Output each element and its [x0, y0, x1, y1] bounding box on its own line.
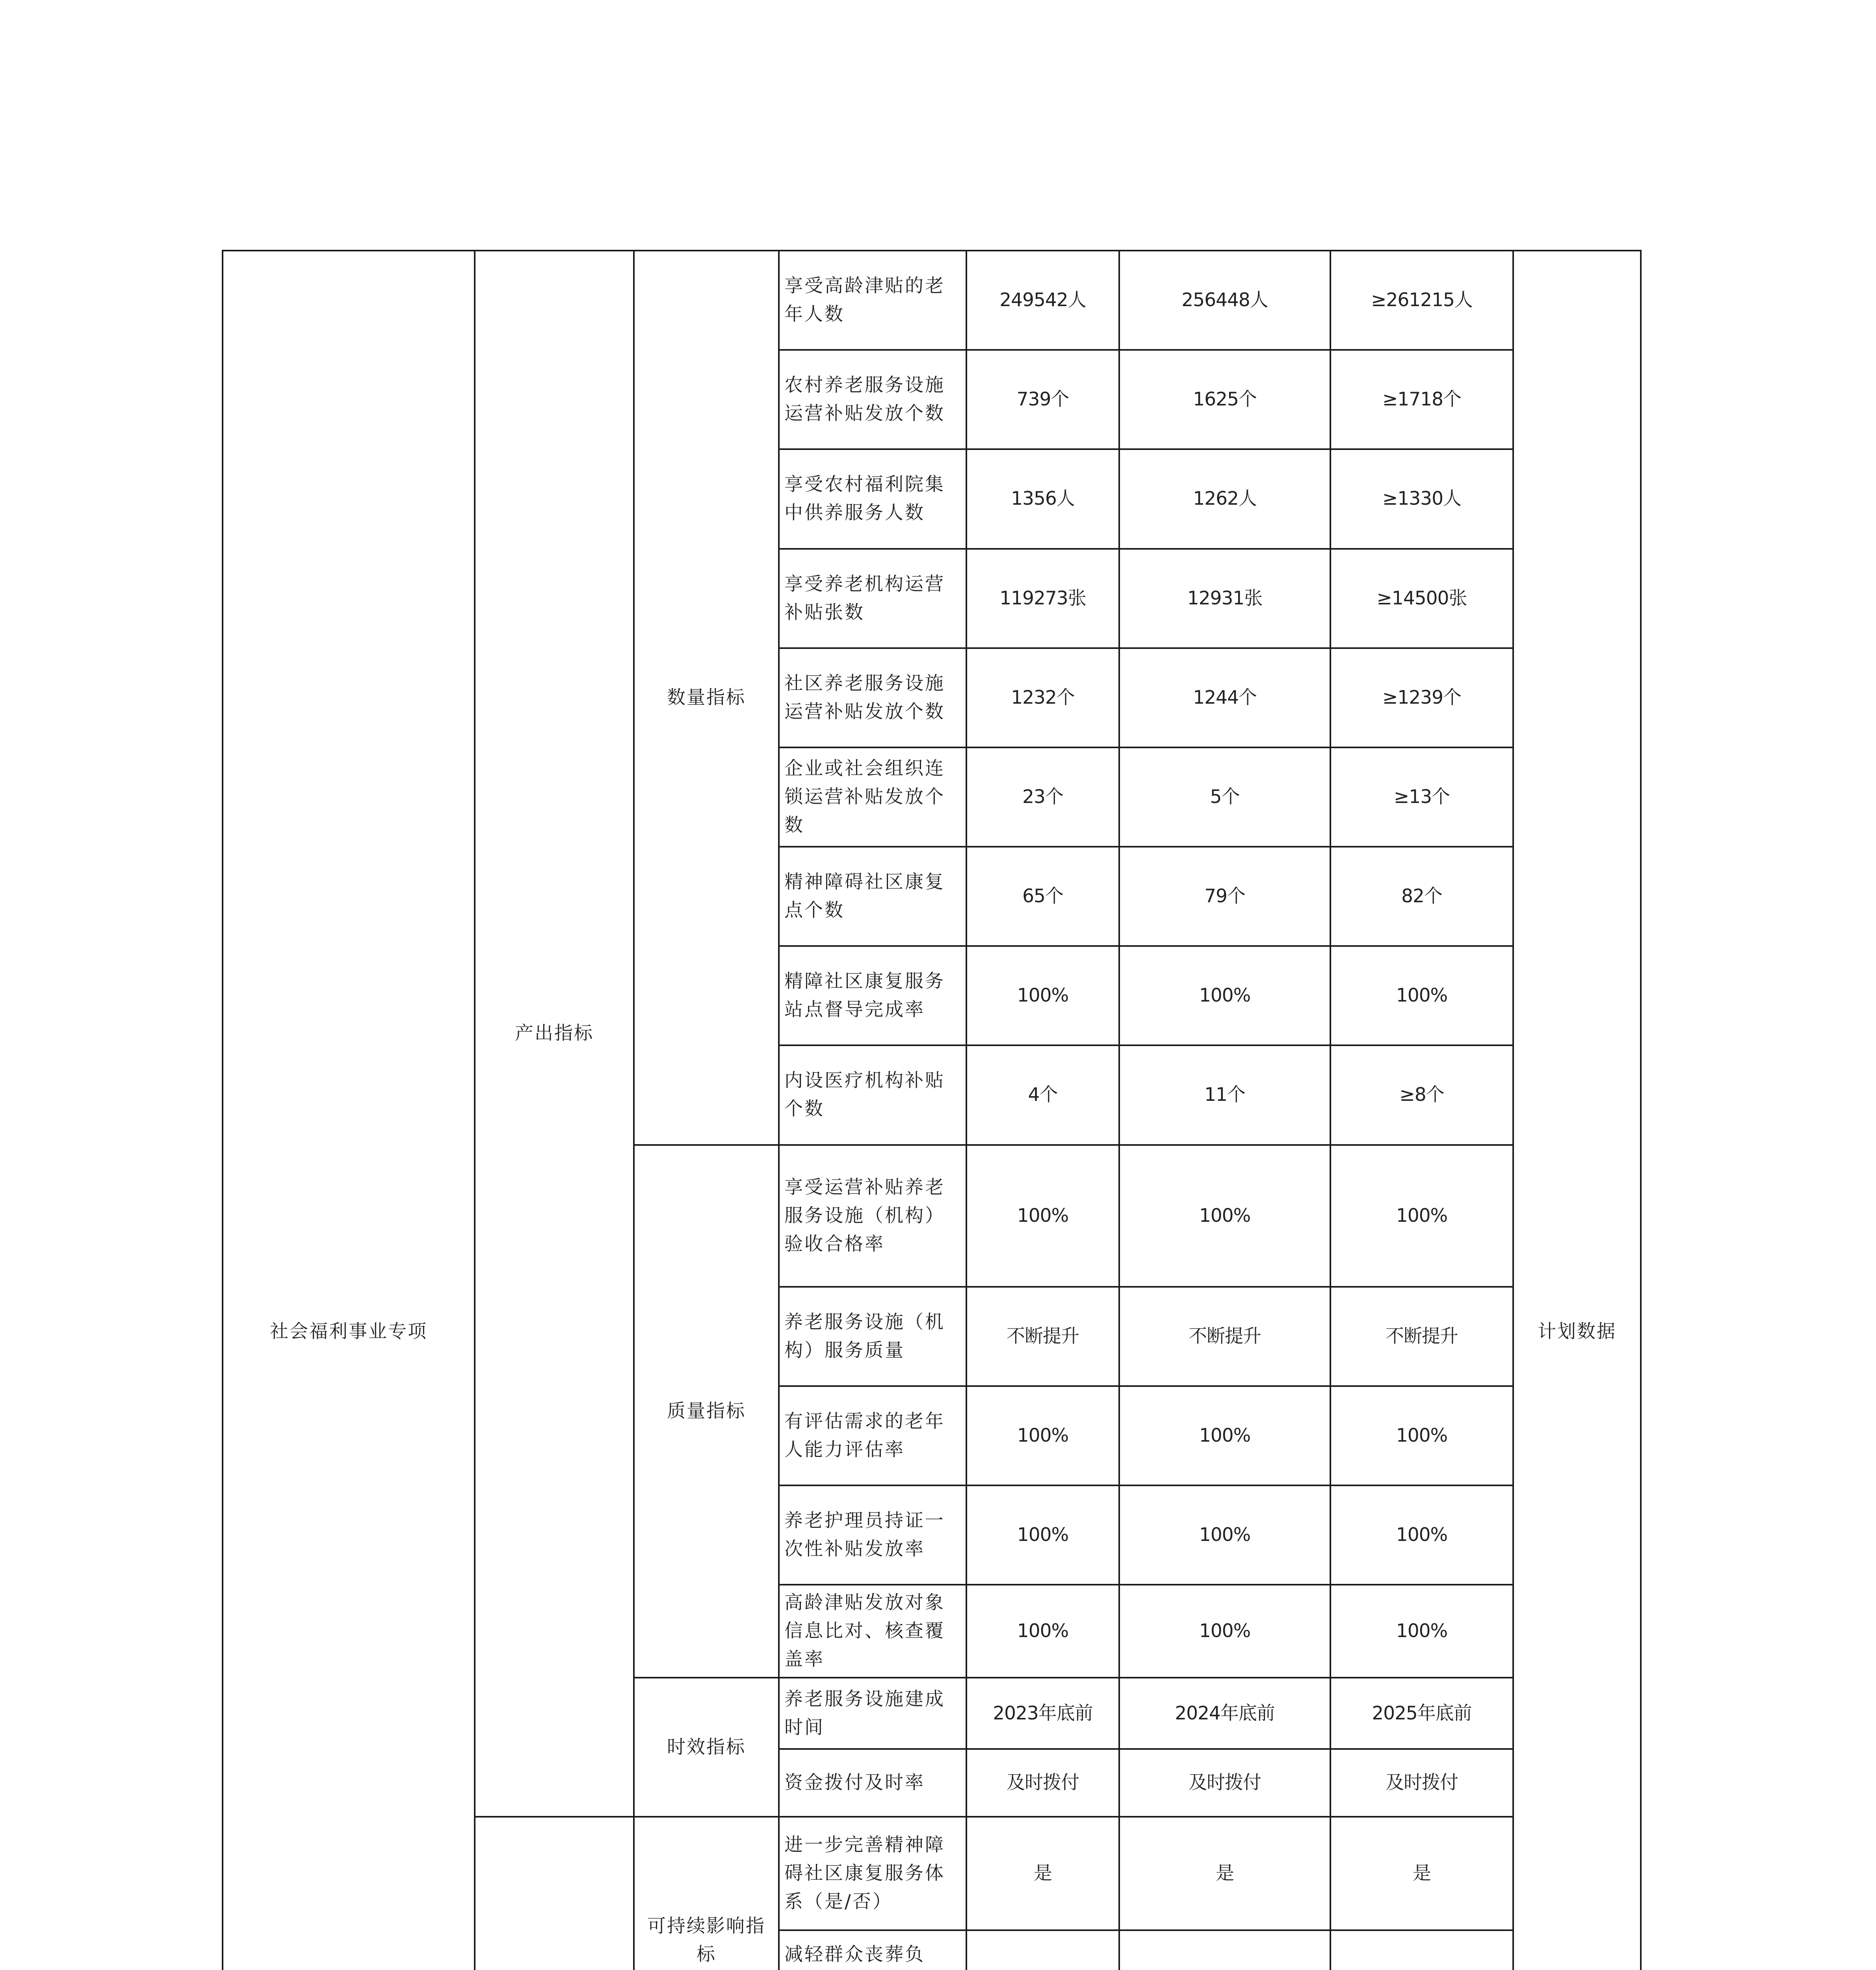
value-cell-col3: ≥13个 [1330, 747, 1513, 847]
level2-indicator-cell: 时效指标 [634, 1678, 779, 1816]
value-cell-col2: 79个 [1119, 847, 1330, 946]
value-cell-col2: 100% [1119, 946, 1330, 1045]
value-cell-col1 [966, 1930, 1119, 1970]
indicator-name-cell: 农村养老服务设施运营补贴发放个数 [779, 350, 966, 449]
value-cell-col3: 100% [1330, 1585, 1513, 1678]
value-cell-col3: 2025年底前 [1330, 1678, 1513, 1749]
value-cell-col2: 100% [1119, 1485, 1330, 1585]
indicator-name-cell: 精神障碍社区康复点个数 [779, 847, 966, 946]
table-row [223, 251, 1641, 350]
indicator-name-cell: 减轻群众丧葬负 [779, 1930, 966, 1970]
value-cell-col2: 5个 [1119, 747, 1330, 847]
value-cell-col3: 及时拨付 [1330, 1749, 1513, 1817]
indicator-name-cell: 养老服务设施（机构）服务质量 [779, 1287, 966, 1386]
indicator-name-cell: 进一步完善精神障碍社区康复服务体系（是/否） [779, 1817, 966, 1930]
value-cell-col1: 100% [966, 1485, 1119, 1585]
value-cell-col1: 1356人 [966, 449, 1119, 548]
level2-indicator-cell: 质量指标 [634, 1145, 779, 1678]
value-cell-col1: 是 [966, 1817, 1119, 1930]
value-cell-col1: 100% [966, 1585, 1119, 1678]
remark-cell: 计划数据 [1513, 251, 1641, 1970]
value-cell-col1: 及时拨付 [966, 1749, 1119, 1817]
value-cell-col2: 100% [1119, 1585, 1330, 1678]
value-cell-col2: 1625个 [1119, 350, 1330, 449]
value-cell-col2 [1119, 1930, 1330, 1970]
value-cell-col3: 100% [1330, 1386, 1513, 1485]
value-cell-col1: 4个 [966, 1045, 1119, 1145]
value-cell-col3: ≥261215人 [1330, 251, 1513, 350]
indicator-name-cell: 养老服务设施建成时间 [779, 1678, 966, 1749]
value-cell-col3: 82个 [1330, 847, 1513, 946]
indicator-name-cell: 企业或社会组织连锁运营补贴发放个数 [779, 747, 966, 847]
indicator-name-cell: 有评估需求的老年人能力评估率 [779, 1386, 966, 1485]
value-cell-col2: 不断提升 [1119, 1287, 1330, 1386]
value-cell-col2: 12931张 [1119, 549, 1330, 648]
level2-indicator-cell: 可持续影响指标 [634, 1817, 779, 1970]
value-cell-col1: 100% [966, 1145, 1119, 1287]
value-cell-col3: ≥14500张 [1330, 549, 1513, 648]
value-cell-col1: 不断提升 [966, 1287, 1119, 1386]
value-cell-col3: 100% [1330, 946, 1513, 1045]
level2-indicator-cell: 数量指标 [634, 251, 779, 1145]
indicator-name-cell: 享受养老机构运营补贴张数 [779, 549, 966, 648]
level1-indicator-cell [475, 1817, 634, 1970]
indicator-name-cell: 享受高龄津贴的老年人数 [779, 251, 966, 350]
indicator-name-cell: 社区养老服务设施运营补贴发放个数 [779, 648, 966, 747]
value-cell-col2: 是 [1119, 1817, 1330, 1930]
value-cell-col1: 1232个 [966, 648, 1119, 747]
value-cell-col1: 100% [966, 1386, 1119, 1485]
value-cell-col3: 不断提升 [1330, 1287, 1513, 1386]
value-cell-col3 [1330, 1930, 1513, 1970]
value-cell-col2: 1244个 [1119, 648, 1330, 747]
value-cell-col1: 65个 [966, 847, 1119, 946]
value-cell-col2: 100% [1119, 1145, 1330, 1287]
value-cell-col3: ≥1239个 [1330, 648, 1513, 747]
value-cell-col1: 739个 [966, 350, 1119, 449]
value-cell-col3: ≥8个 [1330, 1045, 1513, 1145]
value-cell-col3: ≥1718个 [1330, 350, 1513, 449]
value-cell-col3: 是 [1330, 1817, 1513, 1930]
value-cell-col2: 11个 [1119, 1045, 1330, 1145]
value-cell-col1: 2023年底前 [966, 1678, 1119, 1749]
value-cell-col1: 23个 [966, 747, 1119, 847]
value-cell-col2: 2024年底前 [1119, 1678, 1330, 1749]
value-cell-col2: 及时拨付 [1119, 1749, 1330, 1817]
level1-indicator-cell: 产出指标 [475, 251, 634, 1817]
indicator-name-cell: 资金拨付及时率 [779, 1749, 966, 1817]
indicator-name-cell: 养老护理员持证一次性补贴发放率 [779, 1485, 966, 1585]
indicator-name-cell: 内设医疗机构补贴个数 [779, 1045, 966, 1145]
indicator-name-cell: 高龄津贴发放对象信息比对、核查覆盖率 [779, 1585, 966, 1678]
value-cell-col1: 249542人 [966, 251, 1119, 350]
indicator-name-cell: 享受运营补贴养老服务设施（机构）验收合格率 [779, 1145, 966, 1287]
value-cell-col2: 1262人 [1119, 449, 1330, 548]
value-cell-col3: 100% [1330, 1145, 1513, 1287]
performance-indicator-table [222, 250, 1642, 1970]
value-cell-col2: 100% [1119, 1386, 1330, 1485]
value-cell-col3: ≥1330人 [1330, 449, 1513, 548]
indicator-name-cell: 享受农村福利院集中供养服务人数 [779, 449, 966, 548]
project-name-cell: 社会福利事业专项 [223, 251, 475, 1970]
value-cell-col1: 100% [966, 946, 1119, 1045]
value-cell-col1: 119273张 [966, 549, 1119, 648]
value-cell-col2: 256448人 [1119, 251, 1330, 350]
value-cell-col3: 100% [1330, 1485, 1513, 1585]
indicator-name-cell: 精障社区康复服务站点督导完成率 [779, 946, 966, 1045]
